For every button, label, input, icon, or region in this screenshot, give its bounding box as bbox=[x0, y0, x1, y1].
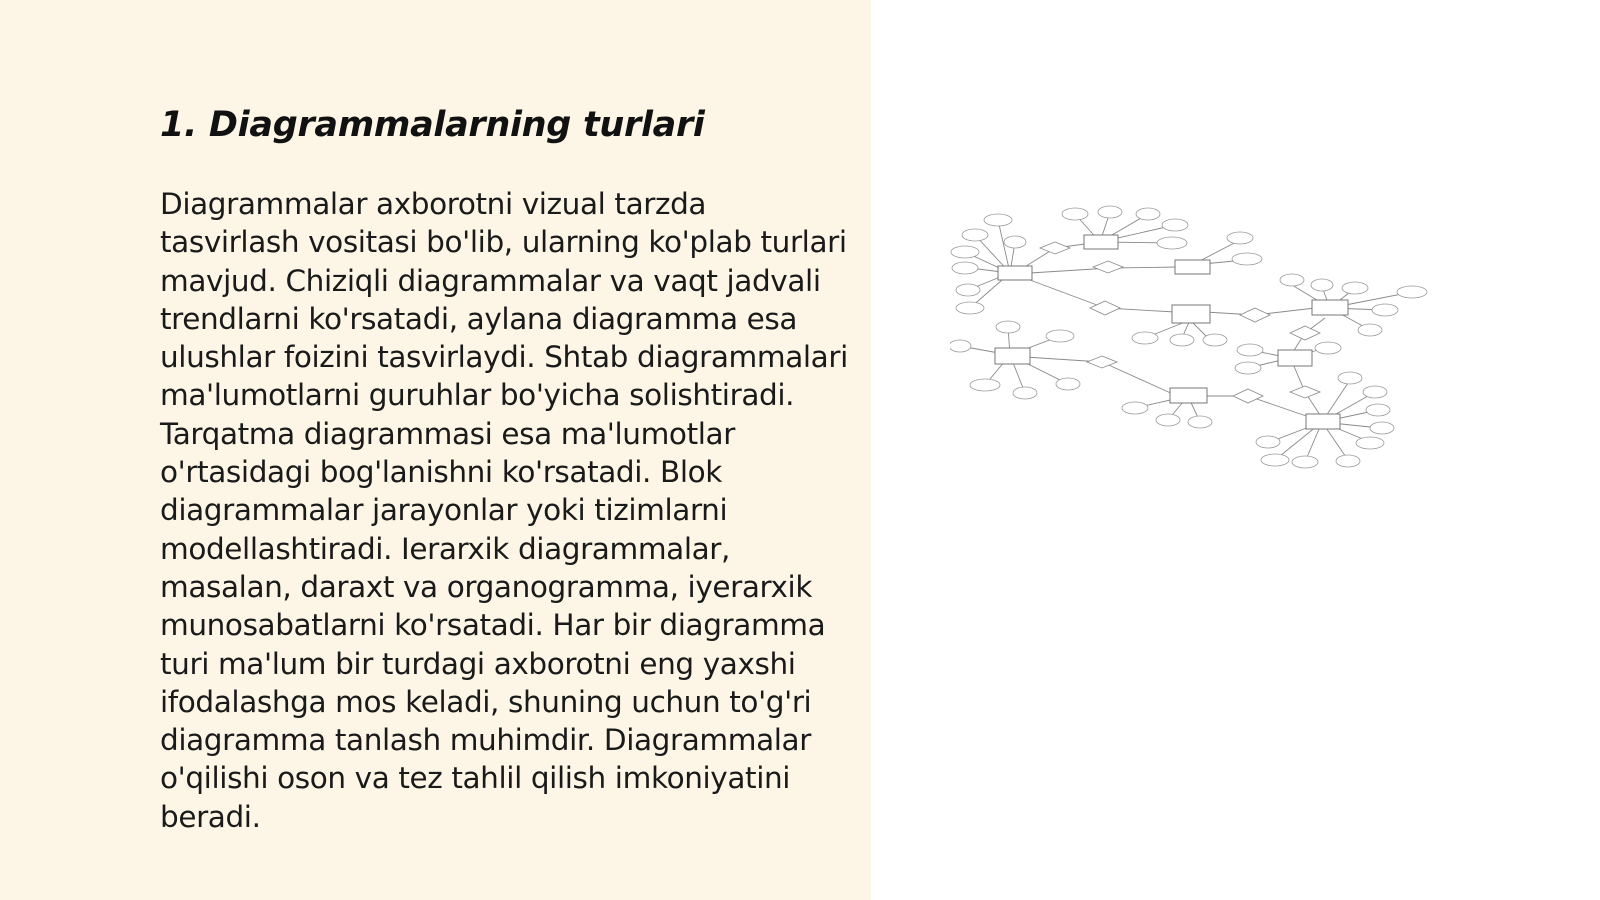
slide-paragraph: Diagrammalar axborotni vizual tarzda tasvirlash vositasi bo'lib, ularning ko'plab turlari mavjud. Chiziqli diagrammalar va vaqt jadvali trendlarni ko'rsatadi, aylana diagramma esa ulushlar foizini tasvirlaydi. Shtab diagrammalari ma'lumotlarni guruhlar bo'yicha solishtiradi. Tarqatma diagrammasi esa ma'lumotlar o'rtasidagi bog'lanishni ko'rsatadi. Blok diagrammalar jarayonlar yoki tizimlarni modellashtiradi. Ierarxik diagrammalar, masalan, daraxt va organogramma, iyerarxik munosabatlarni ko'rsatadi. Har bir diagramma turi ma'lum bir turdagi axborotni eng yaxshi ifodalashga mos keladi, shuning uchun to'g'ri diagramma tanlash muhimdir. Diagrammalar o'qilishi oson va tez tahlil qilish imkoniyatini beradi. bbox=[160, 187, 848, 834]
er-diagram-attributes bbox=[950, 206, 1427, 468]
er-diagram-graphic bbox=[950, 200, 1450, 490]
slide-title: 1. Diagrammalarning turlari bbox=[160, 105, 705, 145]
er-diagram-image bbox=[950, 200, 1450, 490]
